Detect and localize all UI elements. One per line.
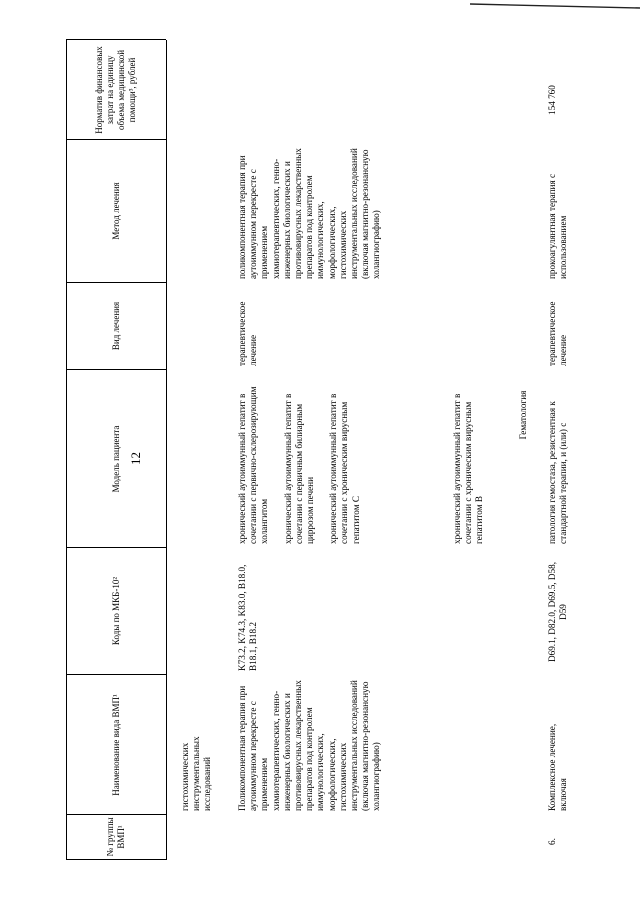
- row6-financial-norm: 154 760: [547, 85, 557, 115]
- hepatitis-vmp-name: Поликомпонентная терапия при аутоиммунном перекресте с применением химиотерапевтических, генно-инженерных биологических и противовирусных лекарственных препаратов под контролем иммунологических, морфологических, гистохимических инструментальных исследований (включая магнитно-резонансную холангиографию): [237, 680, 382, 811]
- column-divider: [66, 674, 166, 675]
- header-patient-model: Модель пациента: [110, 425, 121, 493]
- header-treatment-kind: Вид лечения: [110, 301, 121, 351]
- column-divider: [66, 814, 166, 815]
- hepatitis-icd-codes: K73.2, K74.3, K83.0, B18.0, B18.1, B18.2: [237, 564, 259, 671]
- header-icd-codes: Коды по МКБ-10²: [110, 576, 121, 646]
- row6-group-number: 6.: [547, 838, 557, 845]
- patient-model-item: хронический аутоиммунный гепатит в сочетании с хроническим вирусным гепатитом C: [328, 393, 361, 544]
- column-divider: [66, 859, 166, 860]
- hepatitis-treatment-kind: терапевтическое лечение: [237, 301, 259, 366]
- continuation-vmp-name: гистохимических инструментальных исследований: [180, 736, 213, 811]
- patient-model-item: хронический аутоиммунный гепатит в сочетании с первично-склерозирующим холангитом: [237, 386, 270, 544]
- column-divider: [66, 547, 166, 548]
- header-vmp-name: Наименование вида ВМП¹: [110, 694, 121, 796]
- patient-model-item: хронический аутоиммунный гепатит в сочетании с первичным билиарным циррозом печени: [282, 393, 316, 544]
- header-financial-norm: Норматив финансовых затрат на единицу объема медицинской помощи³, рублей: [94, 46, 137, 134]
- column-divider: [66, 369, 166, 370]
- column-divider: [66, 139, 166, 140]
- row6-vmp-name: Комплексное лечение, включая: [547, 723, 569, 811]
- hepatitis-treatment-method: поликомпонентная терапия при аутоиммунном перекресте с применением химиотерапевтических, генно-инженерных биологических и противовирусных лекарственных препаратов под контролем иммунологических, морфологических, гистохимических инструментальных исследований (включая магнитно-резонансную холангиографию): [237, 148, 382, 279]
- patient-model-item: хронический аутоиммунный гепатит в сочетании с хроническим вирусным гепатитом B: [451, 393, 485, 544]
- hepatitis-patient-models: [237, 372, 497, 544]
- page-number: 12: [128, 452, 143, 465]
- column-divider: [66, 39, 166, 40]
- section-title-hematology: Гематология: [518, 390, 528, 440]
- row6-treatment-kind: терапевтическое лечение: [547, 301, 569, 366]
- table-border-header-bottom: [166, 40, 167, 860]
- row6-treatment-method: прокоагулянтная терапия с использованием: [547, 173, 569, 279]
- column-divider: [66, 282, 166, 283]
- header-treatment-method: Метод лечения: [110, 182, 121, 240]
- header-group-number: № группы ВМП¹: [105, 817, 126, 857]
- row6-icd-codes: D69.1, D82.0, D69.5, D58, D59: [547, 561, 569, 663]
- row6-patient-model: патология гемостаза, резистентная к стандартной терапии, и (или) с: [547, 401, 569, 544]
